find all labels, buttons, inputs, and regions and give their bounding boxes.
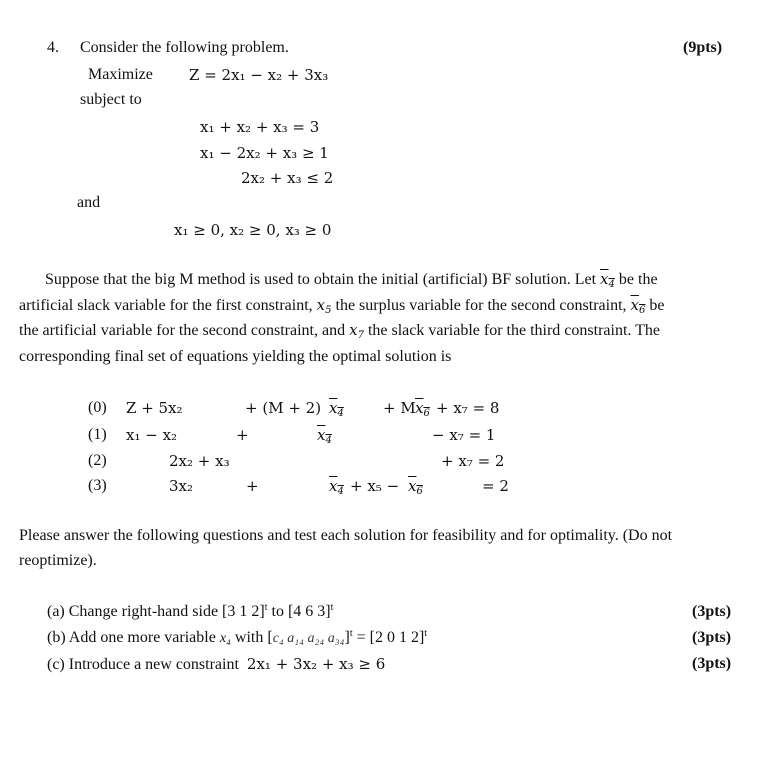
equation-0-term3: + M bbox=[383, 399, 416, 417]
equation-3-rhs: = 2 bbox=[482, 477, 509, 495]
desc-line3-b: the slack variable for the third constraint. The bbox=[367, 322, 660, 339]
equation-3-x4-bar: $x_4$ bbox=[329, 477, 344, 497]
equation-0-lhs: Z + 5x₂ bbox=[126, 399, 183, 417]
equation-2-lhs: 2x₂ + x₃ bbox=[169, 452, 230, 470]
subject-to-label: subject to bbox=[80, 91, 142, 108]
nonnegativity-constraints: x₁ ≥ 0, x₂ ≥ 0, x₃ ≥ 0 bbox=[174, 221, 332, 239]
equation-1-x4-bar: $x_4$ bbox=[317, 426, 332, 446]
desc-line1-b: be the bbox=[618, 271, 658, 288]
x4-bar-variable: $x_4$ bbox=[600, 270, 615, 290]
part-a: (a) Change right-hand side [3 1 2]$^t$ to [4 6 3]$^t$ bbox=[47, 602, 334, 620]
equation-0-x4-bar: $x_4$ bbox=[329, 399, 344, 419]
equation-3-term2: + bbox=[246, 477, 259, 495]
equation-label: (2) bbox=[88, 452, 107, 469]
desc-line3-a: the artificial variable for the second constraint, and bbox=[19, 322, 346, 339]
problem-number: 4. bbox=[47, 39, 59, 56]
equation-label: (0) bbox=[88, 399, 107, 416]
equation-label: (1) bbox=[88, 426, 107, 443]
equation-label: (3) bbox=[88, 477, 107, 494]
constraint-1: x₁ + x₂ + x₃ = 3 bbox=[200, 118, 320, 136]
equation-0-term2: + (M + 2) bbox=[245, 399, 322, 417]
questions-intro-line1: Please answer the following questions and test each solution for feasibility and for optimality. (Do not bbox=[19, 527, 673, 544]
problem-intro: Consider the following problem. bbox=[80, 39, 289, 56]
equation-1-term2: + bbox=[236, 426, 249, 444]
part-c-points: (3pts) bbox=[692, 655, 732, 672]
equation-3-x6-bar: $x_6$ bbox=[408, 477, 423, 497]
desc-line2-c: be bbox=[649, 296, 665, 314]
desc-line4: corresponding final set of equations yielding the optimal solution is bbox=[19, 347, 452, 365]
constraint-2: x₁ − 2x₂ + x₃ ≥ 1 bbox=[200, 144, 329, 162]
equation-0-rhs: + x₇ = 8 bbox=[436, 399, 500, 417]
equation-2-rhs: + x₇ = 2 bbox=[441, 452, 505, 470]
x7-variable: $x_7$ bbox=[349, 321, 364, 341]
objective-function: Z = 2x₁ − x₂ + 3x₃ bbox=[189, 66, 329, 84]
equation-1-lhs: x₁ − x₂ bbox=[126, 426, 178, 444]
desc-line2-a: artificial slack variable for the first constraint, bbox=[19, 296, 313, 314]
equation-3-lhs: 3x₂ bbox=[169, 477, 194, 495]
part-c-constraint: 2x₁ + 3x₂ + x₃ ≥ 6 bbox=[246, 655, 386, 673]
part-b: (b) Add one more variable x₄ with [c₄ a₁₄ a₂₄ a₃₄]$^t$ = [2 0 1 2]$^t$ bbox=[47, 628, 428, 646]
x6-bar-variable: $x_6$ bbox=[630, 295, 646, 316]
and-label: and bbox=[77, 194, 101, 211]
problem-points: (9pts) bbox=[683, 39, 723, 56]
desc-line2-b: the surplus variable for the second constraint, bbox=[335, 296, 627, 314]
x5-variable: $x_5$ bbox=[316, 295, 332, 316]
equation-1-rhs: − x₇ = 1 bbox=[432, 426, 496, 444]
description-paragraph bbox=[19, 267, 741, 369]
part-a-points: (3pts) bbox=[692, 603, 732, 620]
equation-3-mid: + x₅ − bbox=[350, 477, 400, 495]
maximize-label: Maximize bbox=[88, 66, 153, 83]
equation-0-x6-bar: $x_6$ bbox=[415, 399, 430, 419]
part-b-points: (3pts) bbox=[692, 629, 732, 646]
questions-intro-line2: reoptimize). bbox=[19, 552, 97, 569]
part-c: (c) Introduce a new constraint 2x₁ + 3x₂ + x₃ ≥ 6 bbox=[47, 655, 386, 673]
constraint-3: 2x₂ + x₃ ≤ 2 bbox=[241, 169, 334, 187]
desc-line1-a: Suppose that the big M method is used to obtain the initial (artificial) BF solution. Let bbox=[45, 271, 597, 288]
